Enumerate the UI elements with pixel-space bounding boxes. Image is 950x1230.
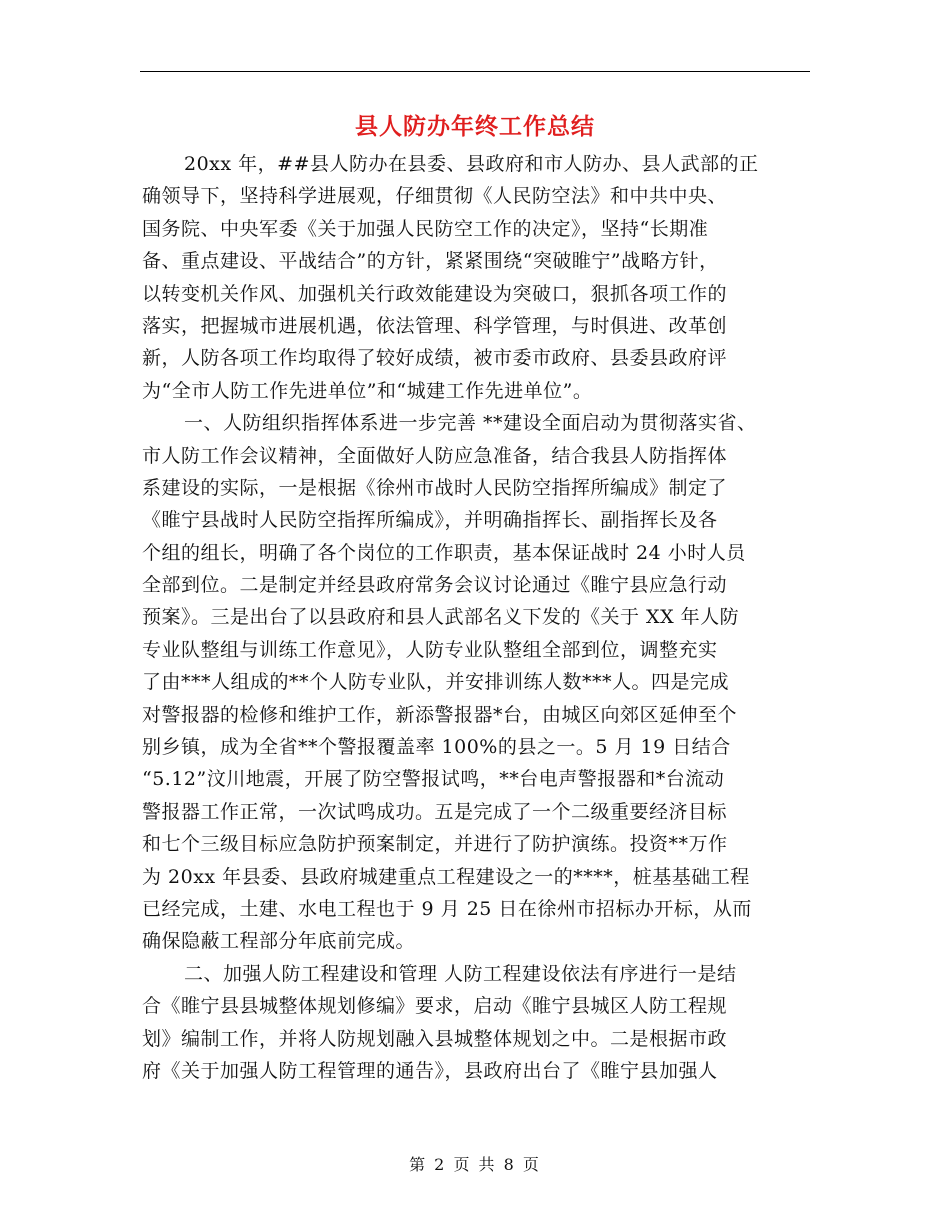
section-heading-line: 二、加强人防工程建设和管理 人防工程建设依法有序进行一是结 xyxy=(184,962,737,985)
paragraph-line: 别乡镇，成为全省**个警报覆盖率 100%的县之一。5 月 19 日结合 xyxy=(142,736,731,759)
paragraph-line: 为“全市人防工作先进单位”和“城建工作先进单位”。 xyxy=(142,379,593,402)
paragraph-line: 落实，把握城市进展机遇，依法管理、科学管理，与时俱进、改革创 xyxy=(142,314,728,337)
paragraph-line: 以转变机关作风、加强机关行政效能建设为突破口，狠抓各项工作的 xyxy=(142,282,728,305)
paragraph-line: 合《睢宁县县城整体规划修编》要求，启动《睢宁县城区人防工程规 xyxy=(142,995,728,1018)
section-heading-line: 一、人防组织指挥体系进一步完善 **建设全面启动为贯彻落实省、 xyxy=(184,412,757,435)
paragraph-line: “5.12”汶川地震，开展了防空警报试鸣，**台电声警报器和*台流动 xyxy=(142,768,725,791)
paragraph-line: 20xx 年，##县人防办在县委、县政府和市人防办、县人武部的正 xyxy=(184,153,759,175)
paragraph-line: 确领导下，坚持科学进展观，仔细贯彻《人民防空法》和中共中央、 xyxy=(142,185,728,208)
paragraph-line: 系建设的实际，一是根据《徐州市战时人民防空指挥所编成》制定了 xyxy=(142,476,728,499)
paragraph-line: 确保隐蔽工程部分年底前完成。 xyxy=(142,930,416,953)
paragraph-line: 新，人防各项工作均取得了较好成绩，被市委市政府、县委县政府评 xyxy=(142,347,728,370)
paragraph-line: 《睢宁县战时人民防空指挥所编成》，并明确指挥长、副指挥长及各 xyxy=(142,509,718,532)
document-title: 县人防办年终工作总结 xyxy=(355,113,595,140)
paragraph-line: 了由***人组成的**个人防专业队，并安排训练人数***人。四是完成 xyxy=(142,671,730,694)
paragraph-line: 市人防工作会议精神，全面做好人防应急准备，结合我县人防指挥体 xyxy=(142,444,728,467)
paragraph-line: 备、重点建设、平战结合”的方针，紧紧围绕“突破睢宁”战略方针， xyxy=(142,250,719,273)
paragraph-line: 警报器工作正常，一次试鸣成功。五是完成了一个二级重要经济目标 xyxy=(142,800,728,823)
paragraph-line: 划》编制工作，并将人防规划融入县城整体规划之中。二是根据市政 xyxy=(142,1027,728,1050)
paragraph-line: 为 20xx 年县委、县政府城建重点工程建设之一的****，桩基基础工程 xyxy=(142,865,750,888)
paragraph-line: 府《关于加强人防工程管理的通告》，县政府出台了《睢宁县加强人 xyxy=(142,1059,718,1082)
document-body xyxy=(142,148,810,1087)
paragraph-line: 已经完成，土建、水电工程也于 9 月 25 日在徐州市招标办开标，从而 xyxy=(142,897,752,920)
paragraph-line: 预案》。三是出台了以县政府和县人武部名义下发的《关于 XX 年人防 xyxy=(142,606,740,629)
paragraph-line: 和七个三级目标应急防护预案制定，并进行了防护演练。投资**万作 xyxy=(142,833,728,856)
header-rule xyxy=(140,71,810,72)
page-number-footer: 第 2 页 共 8 页 xyxy=(409,1155,541,1174)
paragraph-line: 个组的组长，明确了各个岗位的工作职责，基本保证战时 24 小时人员 xyxy=(142,541,746,564)
paragraph-line: 国务院、中央军委《关于加强人民防空工作的决定》，坚持“长期准 xyxy=(142,217,709,240)
paragraph-line: 全部到位。二是制定并经县政府常务会议讨论通过《睢宁县应急行动 xyxy=(142,574,728,597)
paragraph-line: 对警报器的检修和维护工作，新添警报器*台，由城区向郊区延伸至个 xyxy=(142,703,738,726)
paragraph-line: 专业队整组与训练工作意见》，人防专业队整组全部到位，调整充实 xyxy=(142,638,718,661)
